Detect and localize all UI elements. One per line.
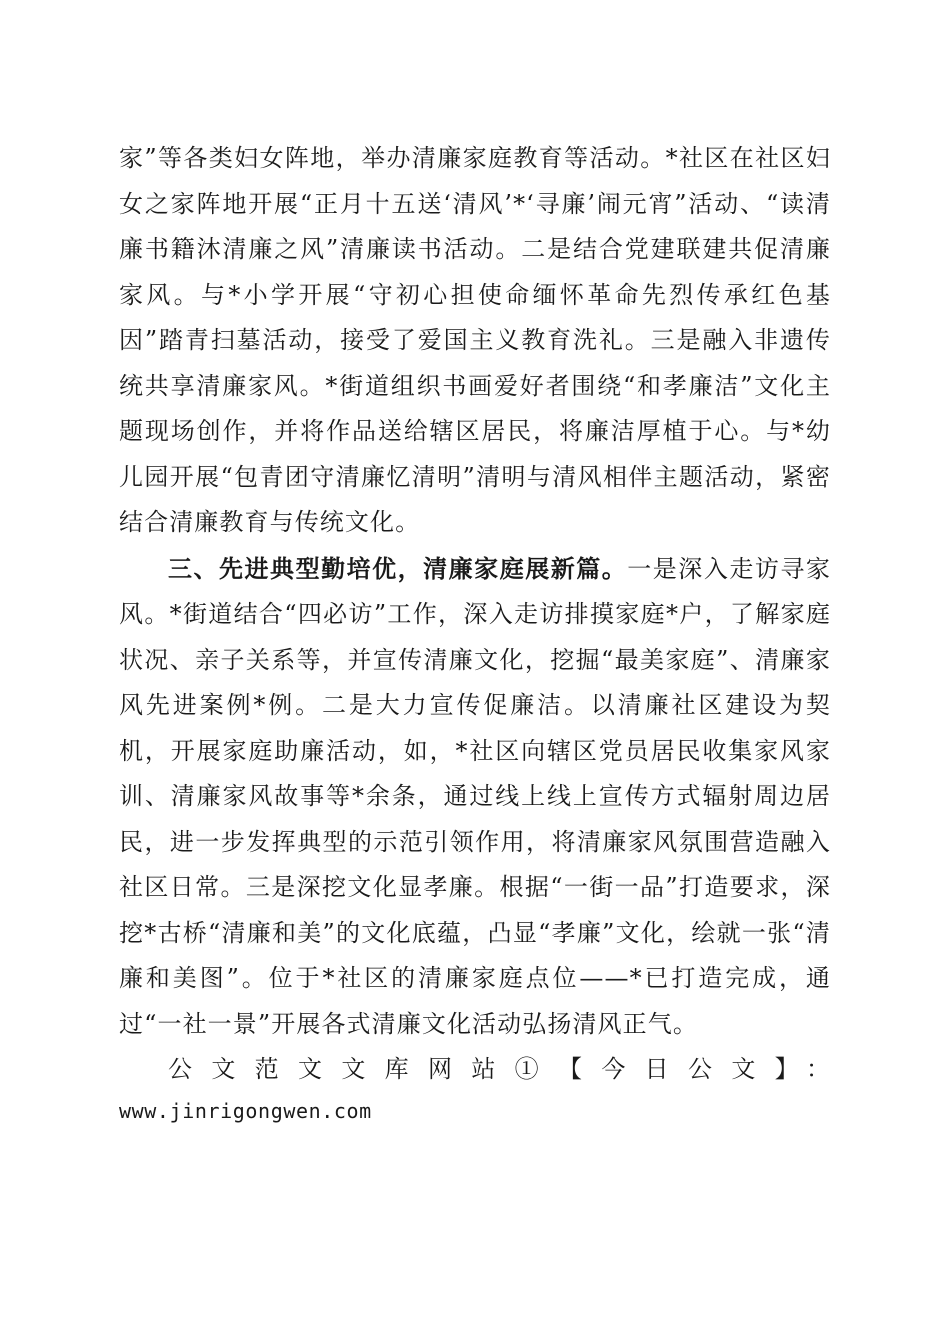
section-3-paragraph [119, 546, 831, 1048]
footer-label: 公文范文文库网站①【今日公文】： [168, 1055, 831, 1083]
footer-url: www.jinrigongwen.com [119, 1098, 372, 1123]
section-3-heading: 三、先进典型勤培优，清廉家庭展新篇。 [168, 553, 628, 583]
paragraph-continued: 家”等各类妇女阵地，举办清廉家庭教育等活动。*社区在社区妇女之家阵地开展“正月十五送‘清风’*‘寻廉’闹元宵”活动、“读清廉书籍沐清廉之风”清廉读书活动。二是结合党建联建共促清廉家风。与*小学开展“守初心担使命缅怀革命先烈传承红色基因”踏青扫墓活动，接受了爱国主义教育洗礼。三是融入非遗传统共享清廉家风。*街道组织书画爱好者围绕“和孝廉洁”文化主题现场创作，并将作品送给辖区居民，将廉洁厚植于心。与*幼儿园开展“包青团守清廉忆清明”清明与清风相伴主题活动，紧密结合清廉教育与传统文化。 [119, 144, 831, 536]
document-body [119, 136, 831, 1129]
section-3-body: 一是深入走访寻家风。*街道结合“四必访”工作，深入走访排摸家庭*户，了解家庭状况、亲子关系等，并宣传清廉文化，挖掘“最美家庭”、清廉家风先进案例*例。二是大力宣传促廉洁。以清廉社区建设为契机，开展家庭助廉活动，如，*社区向辖区党员居民收集家风家训、清廉家风故事等*余条，通过线上线上宣传方式辐射周边居民，进一步发挥典型的示范引领作用，将清廉家风氛围营造融入社区日常。三是深挖文化显孝廉。根据“一街一品”打造要求，深挖*古桥“清廉和美”的文化底蕴，凸显“孝廉”文化，绘就一张“清廉和美图”。位于*社区的清廉家庭点位——*已打造完成，通过“一社一景”开展各式清廉文化活动弘扬清风正气。 [119, 554, 831, 1038]
